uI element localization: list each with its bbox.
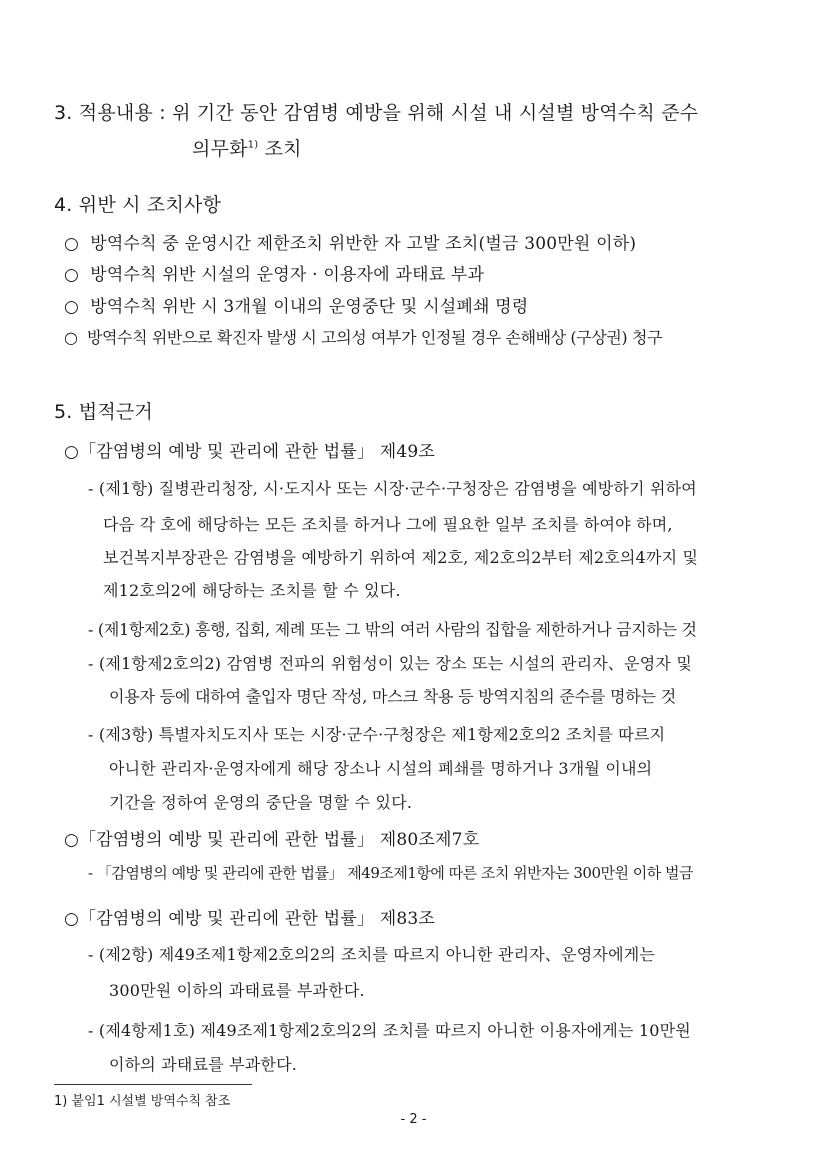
law-1-clause-3: 이용자 등에 대하여 출입자 명단 작성, 마스크 착용 등 방역지침의 준수를 명하는 것 bbox=[109, 687, 676, 706]
page-number: - 2 - bbox=[400, 1112, 427, 1127]
law-3-title-text: 「감염병의 예방 및 관리에 관한 법률」 제83조 bbox=[79, 909, 436, 929]
law-1-clause-1: 제12호의2에 해당하는 조치를 할 수 있다. bbox=[103, 581, 401, 600]
section-4-item-text: 방역수칙 중 운영시간 제한조치 위반한 자 고발 조치(벌금 300만원 이하) bbox=[90, 234, 637, 254]
law-3-clause-1: - (제2항) 제49조제1항제2호의2의 조치를 따르지 아니한 관리자、운영자에게는 bbox=[88, 945, 656, 964]
bullet-circle-icon: ○ bbox=[64, 328, 78, 347]
section-4-item-text: 방역수칙 위반 시설의 운영자 · 이용자에 과태료 부과 bbox=[90, 265, 485, 285]
law-1-clause-1: 보건복지부장관은 감염병을 예방하기 위하여 제2호, 제2호의2부터 제2호의4까지 및 bbox=[103, 548, 699, 567]
bullet-circle-icon: ○ bbox=[64, 909, 80, 929]
section-3-cont-text: 의무화 bbox=[192, 138, 248, 160]
bullet-circle-icon: ○ bbox=[64, 265, 80, 285]
law-1-clause-1: - (제1항) 질병관리청장, 시·도지사 또는 시장·군수·구청장은 감염병을 예방하기 위하여 bbox=[88, 479, 697, 498]
section-4-item bbox=[64, 260, 484, 285]
bullet-circle-icon: ○ bbox=[64, 297, 80, 317]
section-4-item-text: 방역수칙 위반으로 확진자 발생 시 고의성 여부가 인정될 경우 손해배상 (구상권) 청구 bbox=[86, 328, 663, 347]
section-4-heading: 4. 위반 시 조치사항 bbox=[54, 194, 222, 216]
section-4-item-text: 방역수칙 위반 시 3개월 이내의 운영중단 및 시설폐쇄 명령 bbox=[90, 297, 529, 317]
law-1-clause-4: 아니한 관리자·운영자에게 해당 장소나 시설의 폐쇄를 명하거나 3개월 이내의 bbox=[109, 759, 653, 778]
law-3-clause-2: 이하의 과태료를 부과한다. bbox=[109, 1055, 298, 1074]
bullet-circle-icon: ○ bbox=[64, 234, 80, 254]
footnote-divider bbox=[54, 1084, 252, 1085]
footnote: 1) 붙임1 시설별 방역수칙 참조 bbox=[54, 1094, 231, 1109]
law-3-title bbox=[64, 904, 435, 929]
law-2-title-text: 「감염병의 예방 및 관리에 관한 법률」 제80조제7호 bbox=[79, 830, 480, 850]
law-1-title-text: 「감염병의 예방 및 관리에 관한 법률」 제49조 bbox=[79, 442, 436, 462]
section-3-cont-tail: 조치 bbox=[258, 138, 302, 160]
law-3-clause-1: 300만원 이하의 과태료를 부과한다. bbox=[109, 981, 365, 1000]
law-1-clause-2: - (제1항제2호) 흥행, 집회, 제례 또는 그 밖의 여러 사람의 집합을 제한하거나 금지하는 것 bbox=[88, 620, 697, 639]
footnote-ref: 1) bbox=[247, 139, 259, 151]
law-3-clause-2: - (제4항제1호) 제49조제1항제2호의2의 조치를 따르지 아니한 이용자에게는 10만원 bbox=[88, 1021, 691, 1040]
section-4-item bbox=[64, 292, 528, 317]
section-4-item bbox=[64, 325, 662, 348]
bullet-circle-icon: ○ bbox=[64, 830, 80, 850]
law-1-clause-3: - (제1항제2호의2) 감염병 전파의 위험성이 있는 장소 또는 시설의 관리자、운영자 및 bbox=[88, 654, 693, 673]
law-1-clause-1: 다음 각 호에 해당하는 모든 조치를 하거나 그에 필요한 일부 조치를 하여야 하며, bbox=[103, 515, 673, 534]
law-1-title bbox=[64, 437, 435, 462]
section-3-heading: 3. 적용내용 : 위 기간 동안 감염병 예방을 위해 시설 내 시설별 방역수칙 준수 bbox=[54, 102, 699, 124]
bullet-circle-icon: ○ bbox=[64, 442, 80, 462]
section-3-continuation bbox=[192, 134, 302, 161]
section-4-item bbox=[64, 229, 636, 254]
law-2-clause: - 「감염병의 예방 및 관리에 관한 법률」 제49조제1항에 따른 조치 위반자는 300만원 이하 벌금 bbox=[88, 864, 693, 882]
law-1-clause-4: 기간을 정하여 운영의 중단을 명할 수 있다. bbox=[109, 793, 413, 812]
section-5-heading: 5. 법적근거 bbox=[54, 401, 153, 423]
law-1-clause-4: - (제3항) 특별자치도지사 또는 시장·군수·구청장은 제1항제2호의2 조치를 따르지 bbox=[88, 725, 666, 744]
law-2-title bbox=[64, 825, 479, 850]
